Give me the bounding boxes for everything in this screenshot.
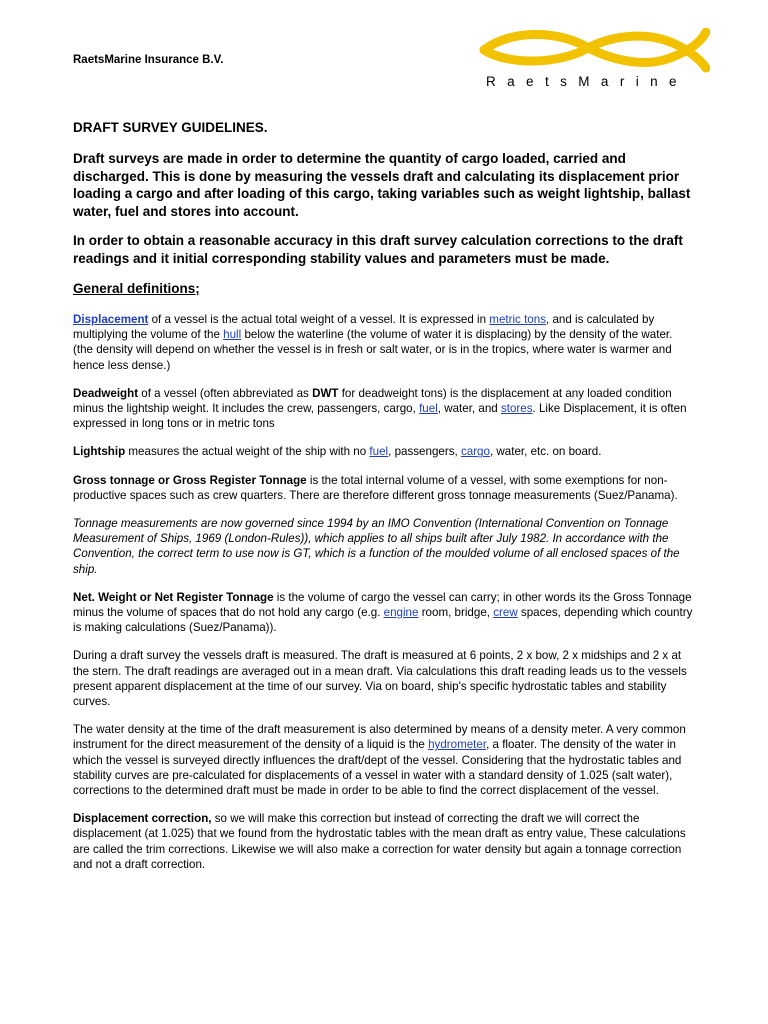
text: of a vessel is the actual total weight of a vessel. It is expressed in <box>148 313 490 326</box>
text: , water, etc. on board. <box>489 445 602 459</box>
definition-net-tonnage <box>73 590 695 636</box>
accuracy-paragraph: In order to obtain a reasonable accuracy in this draft survey calculation corrections to the draft readings and it initial corresponding stability values and parameters must be made. <box>73 233 683 266</box>
company-name: RaetsMarine Insurance B.V. <box>73 54 224 66</box>
text: . Like Displacement, it is often expressed in long tons or in metric tons <box>73 402 687 431</box>
dwt-abbr: DWT <box>312 386 339 400</box>
text: of a vessel (often abbreviated as <box>138 386 313 400</box>
hydrometer-link[interactable]: hydrometer <box>428 738 487 752</box>
text: , water, and <box>437 402 501 416</box>
text: so we will make this correction but instead of correcting the draft we will correct the displacement (at 1.025) that we found from the hydrostatic tables with the mean draft as entry value, These calculations are called the trim corrections. Likewise we will also make a correction for water density but again a tonnage correction and not a draft correction. <box>73 812 686 871</box>
logo-wordmark: RaetsMarine <box>486 74 688 89</box>
text: The water density at the time of the draft measurement is also determined by means of a density meter. A very common instrument for the direct measurement of the density of a liquid is the <box>73 723 686 752</box>
crew-link[interactable]: crew <box>493 606 518 620</box>
metric-tons-link[interactable]: metric tons <box>489 313 546 326</box>
text: room, bridge, <box>418 606 494 620</box>
text: , and is calculated by multiplying the volume of the <box>73 313 655 342</box>
lightship-term: Lightship <box>73 445 126 459</box>
fuel-link[interactable]: fuel <box>369 445 389 459</box>
text: below the waterline (the volume of water it is displacing) by the density of the water. (the density will depend on whether the vessel is in fresh or salt water, or is in the tropics, where water is warmer and hence less dense.) <box>73 328 673 372</box>
text: is the volume of cargo the vessel can carry; in other words its the Gross Tonnage minus the volume of spaces that do not hold any cargo (e.g. <box>73 590 692 620</box>
intro-paragraph: Draft surveys are made in order to determine the quantity of cargo loaded, carried and discharged. This is done by measuring the vessels draft and calculating its displacement prior loading a cargo and after loading of this cargo, taking variables such as weight lightship, ballast water, fuel and stores into account. <box>73 151 691 219</box>
fuel-link[interactable]: fuel <box>419 402 438 416</box>
definition-deadweight <box>73 386 695 432</box>
definition-gross-tonnage <box>73 473 695 503</box>
displacement-link[interactable]: Displacement <box>73 313 149 326</box>
engine-link[interactable]: engine <box>383 606 419 620</box>
text: is the total internal volume of a vessel, with some exemptions for non-productive spaces such as crew quarters. There are therefore different gross tonnage measurements (Suez/Panama). <box>73 473 678 502</box>
deadweight-term: Deadweight <box>73 386 139 400</box>
tonnage-convention-note: Tonnage measurements are now governed since 1994 by an IMO Convention (International Convention on Tonnage Measurement of Ships, 1969 (London-Rules)), which applies to all ships built after July 1982. In accordance with the Convention, the correct term to use now is GT, which is a function of the moulded volume of all enclosed spaces of the ship. <box>73 517 680 576</box>
text: for deadweight tons) is the displacement at any loaded condition minus the lightship weight. It includes the crew, passengers, cargo, <box>73 386 672 416</box>
stores-link[interactable]: stores <box>500 402 533 416</box>
draft-measurement-paragraph: During a draft survey the vessels draft is measured. The draft is measured at 6 points, 2 x bow, 2 x midships and 2 x at the stern. The draft readings are averaged out in a mean draft. Via calculations this draft reading leads us to the vessels present apparent displacement at the time of our survey. Via on board, ship's specific hydrostatic tables and stability curves. <box>73 649 687 709</box>
text: , passengers, <box>388 445 461 459</box>
water-density-paragraph <box>73 722 695 798</box>
text: measures the actual weight of the ship with no <box>125 445 370 459</box>
displacement-correction-paragraph <box>73 811 695 872</box>
definition-lightship <box>73 444 695 459</box>
text: , a floater. The density of the water in which the vessel is surveyed directly influences the draft/dept of the vessel. Considering that the hydrostatic tables and stability curves are pre-calculated for displacements of a vessel in water with a standard density of 1.025 (salt water), corrections to the determined draft must be made in order to be able to find the correct displacement of the vessel. <box>73 738 682 798</box>
document-title: DRAFT SURVEY GUIDELINES. <box>73 120 268 135</box>
hull-link[interactable]: hull <box>223 328 242 342</box>
document-body <box>73 120 695 885</box>
displacement-correction-term: Displacement correction, <box>73 812 212 826</box>
definition-displacement <box>73 312 695 373</box>
text: spaces, depending which country is making calculations (Suez/Panama)). <box>73 606 693 635</box>
section-heading: General definitions; <box>73 281 200 296</box>
document-header <box>0 0 768 100</box>
gross-tonnage-term: Gross tonnage or Gross Register Tonnage <box>73 473 307 487</box>
net-tonnage-term: Net. Weight or Net Register Tonnage <box>73 590 274 604</box>
cargo-link[interactable]: cargo <box>460 445 490 459</box>
